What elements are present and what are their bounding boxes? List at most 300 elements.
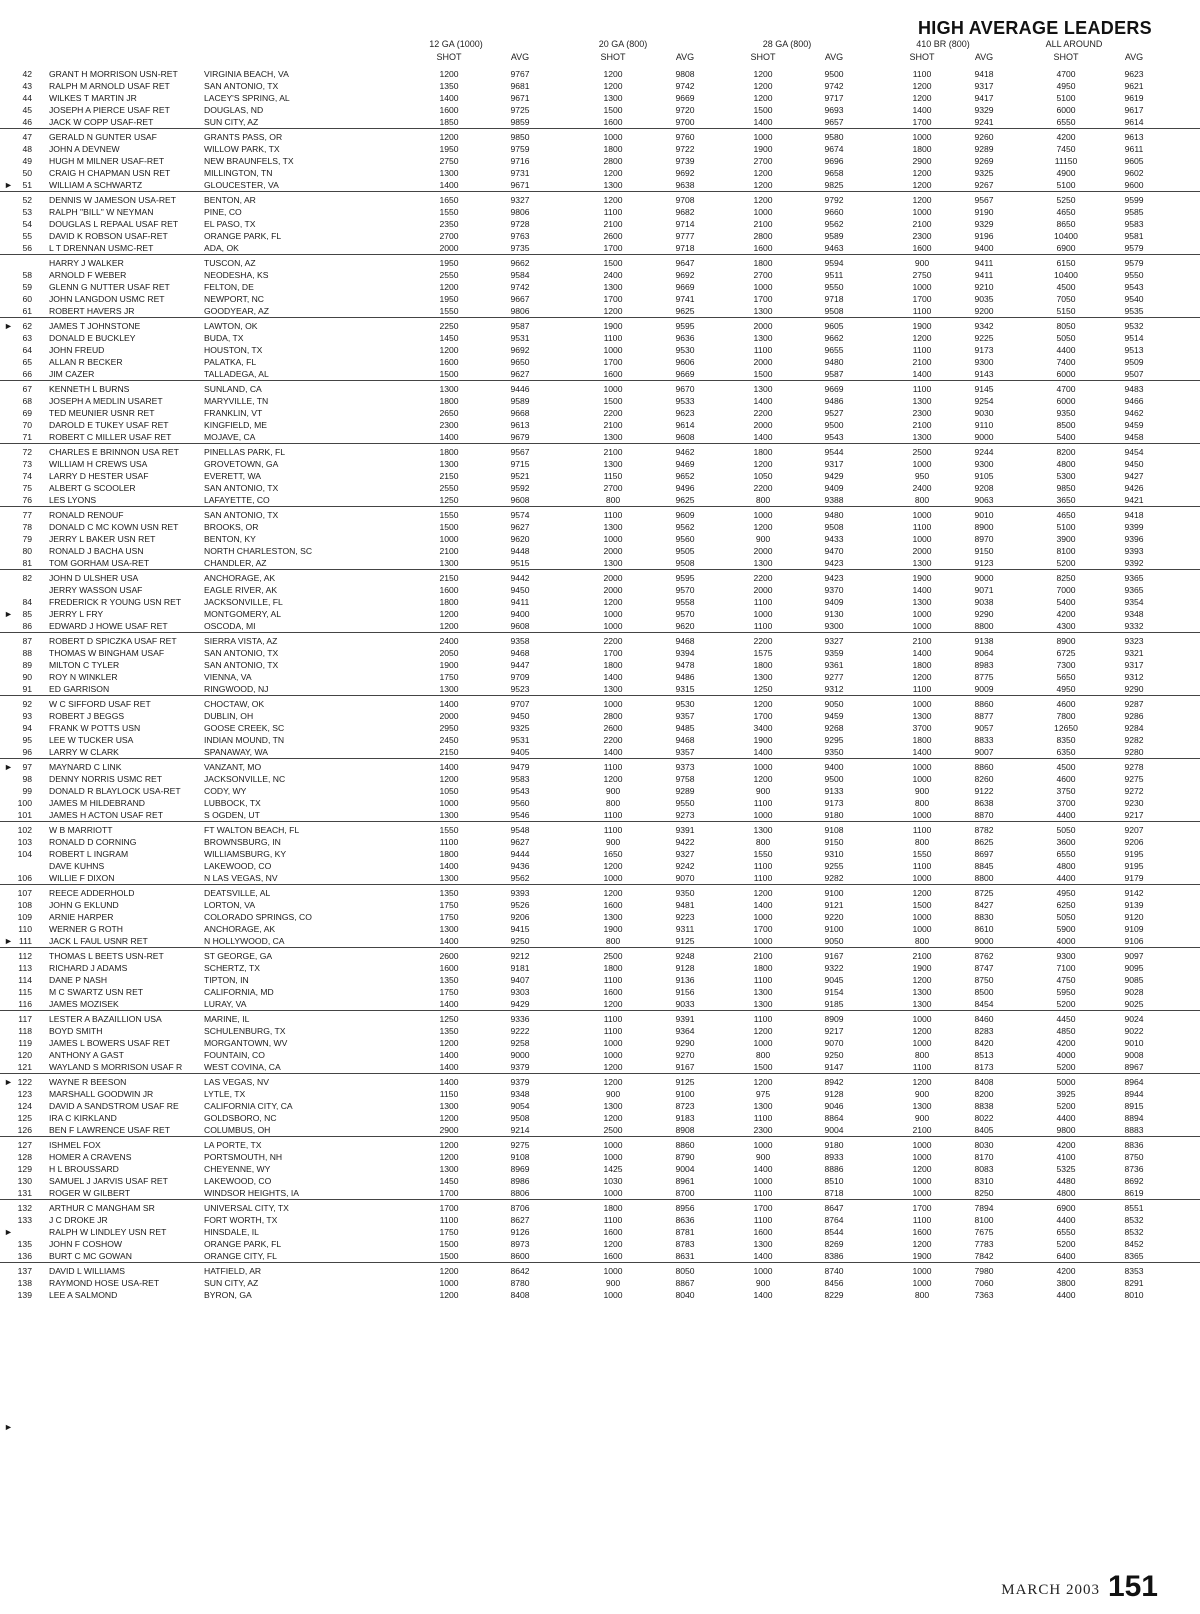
shot-20ga-cell: 1200 bbox=[603, 69, 623, 79]
avg-12ga-cell: 9407 bbox=[510, 975, 530, 985]
avg-28ga-cell: 9463 bbox=[824, 243, 844, 253]
avg-all-around-cell: 9120 bbox=[1124, 912, 1144, 922]
avg-20ga-cell: 9652 bbox=[675, 471, 695, 481]
rank-cell: 108 bbox=[17, 900, 32, 910]
avg-410br-cell: 9418 bbox=[974, 69, 994, 79]
rank-cell: 106 bbox=[17, 873, 32, 883]
name-cell: JAMES L BOWERS USAF RET bbox=[49, 1038, 170, 1048]
avg-20ga-cell: 9125 bbox=[675, 1077, 695, 1087]
avg-410br-cell: 9210 bbox=[974, 282, 994, 292]
table-row bbox=[0, 734, 1200, 746]
avg-12ga-cell: 9258 bbox=[510, 1038, 530, 1048]
avg-all-around-cell: 8915 bbox=[1124, 1101, 1144, 1111]
shot-12ga-cell: 1750 bbox=[439, 672, 459, 682]
rank-cell: 48 bbox=[22, 144, 32, 154]
name-cell: RALPH "BILL" W NEYMAN bbox=[49, 207, 154, 217]
shot-12ga-cell: 1800 bbox=[439, 447, 459, 457]
rank-cell: 64 bbox=[22, 345, 32, 355]
name-cell: JAMES T JOHNSTONE bbox=[49, 321, 141, 331]
avg-all-around-cell: 9286 bbox=[1124, 711, 1144, 721]
shot-28ga-cell: 1000 bbox=[753, 1038, 773, 1048]
shot-410br-cell: 1300 bbox=[912, 1101, 932, 1111]
name-cell: LES LYONS bbox=[49, 495, 97, 505]
avg-28ga-cell: 9662 bbox=[824, 333, 844, 343]
avg-12ga-cell: 9448 bbox=[510, 546, 530, 556]
shot-410br-cell: 1000 bbox=[912, 1152, 932, 1162]
shot-28ga-cell: 1400 bbox=[753, 396, 773, 406]
table-row bbox=[0, 683, 1200, 695]
avg-12ga-cell: 9671 bbox=[510, 180, 530, 190]
rank-cell: 92 bbox=[22, 699, 32, 709]
footer-month: MARCH 2003 bbox=[1001, 1582, 1100, 1598]
rank-cell: 137 bbox=[17, 1266, 32, 1276]
avg-20ga-cell: 9533 bbox=[675, 396, 695, 406]
avg-410br-cell: 9009 bbox=[974, 684, 994, 694]
avg-all-around-cell: 9024 bbox=[1124, 1014, 1144, 1024]
name-cell: DONALD R BLAYLOCK USA-RET bbox=[49, 786, 181, 796]
name-cell: JOHN FREUD bbox=[49, 345, 105, 355]
city-cell: RINGWOOD, NJ bbox=[204, 684, 269, 694]
avg-all-around-cell: 8551 bbox=[1124, 1203, 1144, 1213]
rank-cell: 120 bbox=[17, 1050, 32, 1060]
shot-20ga-cell: 1000 bbox=[603, 1266, 623, 1276]
shot-12ga-cell: 1350 bbox=[439, 1026, 459, 1036]
avg-28ga-cell: 9696 bbox=[824, 156, 844, 166]
avg-28ga-cell: 9255 bbox=[824, 861, 844, 871]
avg-20ga-cell: 9595 bbox=[675, 321, 695, 331]
shot-all-around-cell: 7800 bbox=[1056, 711, 1076, 721]
shot-12ga-cell: 1200 bbox=[439, 1113, 459, 1123]
avg-20ga-cell: 9682 bbox=[675, 207, 695, 217]
avg-all-around-cell: 8365 bbox=[1124, 1251, 1144, 1261]
city-cell: ORANGE CITY, FL bbox=[204, 1251, 277, 1261]
avg-12ga-cell: 9348 bbox=[510, 1089, 530, 1099]
avg-20ga-cell: 9125 bbox=[675, 936, 695, 946]
shot-410br-cell: 1000 bbox=[912, 282, 932, 292]
rank-cell: 93 bbox=[22, 711, 32, 721]
city-cell: INDIAN MOUND, TN bbox=[204, 735, 285, 745]
avg-28ga-cell: 9657 bbox=[824, 117, 844, 127]
shot-410br-cell: 1100 bbox=[912, 1062, 932, 1072]
table-row bbox=[0, 572, 1200, 584]
shot-all-around-cell: 4600 bbox=[1056, 774, 1076, 784]
avg-410br-cell: 9057 bbox=[974, 723, 994, 733]
name-cell: RONALD D CORNING bbox=[49, 837, 137, 847]
avg-410br-cell: 9150 bbox=[974, 546, 994, 556]
row-group bbox=[0, 1199, 1200, 1262]
avg-12ga-cell: 9126 bbox=[510, 1227, 530, 1237]
avg-12ga-cell: 9620 bbox=[510, 534, 530, 544]
avg-410br-cell: 9260 bbox=[974, 132, 994, 142]
avg-20ga-cell: 9156 bbox=[675, 987, 695, 997]
avg-12ga-cell: 9442 bbox=[510, 573, 530, 583]
city-cell: EVERETT, WA bbox=[204, 471, 261, 481]
table-row bbox=[0, 230, 1200, 242]
rank-cell: 54 bbox=[22, 219, 32, 229]
avg-20ga-cell: 8700 bbox=[675, 1188, 695, 1198]
shot-all-around-cell: 5400 bbox=[1056, 432, 1076, 442]
city-cell: MARYVILLE, TN bbox=[204, 396, 269, 406]
name-cell: ROY N WINKLER bbox=[49, 672, 118, 682]
shot-28ga-cell: 2000 bbox=[753, 357, 773, 367]
shot-12ga-cell: 2250 bbox=[439, 321, 459, 331]
row-group bbox=[0, 1010, 1200, 1073]
avg-12ga-cell: 9859 bbox=[510, 117, 530, 127]
group-header-410br: 410 BR (800) bbox=[916, 39, 970, 49]
shot-12ga-cell: 1300 bbox=[439, 558, 459, 568]
avg-410br-cell: 9000 bbox=[974, 573, 994, 583]
shot-12ga-cell: 2450 bbox=[439, 735, 459, 745]
name-cell: ARTHUR C MANGHAM SR bbox=[49, 1203, 155, 1213]
avg-all-around-cell: 9393 bbox=[1124, 546, 1144, 556]
rank-cell: 113 bbox=[18, 963, 32, 973]
avg-410br-cell: 9064 bbox=[974, 648, 994, 658]
city-cell: BYRON, GA bbox=[204, 1290, 252, 1300]
avg-20ga-cell: 9595 bbox=[675, 573, 695, 583]
shot-28ga-cell: 1100 bbox=[753, 1014, 773, 1024]
avg-12ga-cell: 8973 bbox=[510, 1239, 530, 1249]
name-cell: ARNOLD F WEBER bbox=[49, 270, 127, 280]
avg-all-around-cell: 9317 bbox=[1124, 660, 1144, 670]
table-row bbox=[0, 344, 1200, 356]
avg-all-around-cell: 8619 bbox=[1124, 1188, 1144, 1198]
shot-28ga-cell: 1200 bbox=[753, 774, 773, 784]
table-row bbox=[0, 608, 1200, 620]
city-cell: SAN ANTONIO, TX bbox=[204, 483, 279, 493]
shot-28ga-cell: 1400 bbox=[753, 1290, 773, 1300]
shot-20ga-cell: 1500 bbox=[603, 396, 623, 406]
shot-410br-cell: 800 bbox=[914, 837, 930, 847]
rank-cell: 86 bbox=[22, 621, 32, 631]
shot-20ga-cell: 2000 bbox=[603, 546, 623, 556]
name-cell: DANE P NASH bbox=[49, 975, 108, 985]
avg-20ga-cell: 9357 bbox=[675, 747, 695, 757]
shot-410br-cell: 1700 bbox=[912, 1203, 932, 1213]
avg-20ga-cell: 9550 bbox=[675, 798, 695, 808]
rank-cell: 125 bbox=[17, 1113, 32, 1123]
shot-28ga-cell: 1200 bbox=[753, 195, 773, 205]
avg-12ga-cell: 9450 bbox=[510, 711, 530, 721]
row-group bbox=[0, 884, 1200, 947]
avg-410br-cell: 8022 bbox=[974, 1113, 994, 1123]
avg-28ga-cell: 8229 bbox=[824, 1290, 844, 1300]
shot-20ga-cell: 1100 bbox=[603, 762, 623, 772]
avg-12ga-cell: 9592 bbox=[510, 483, 530, 493]
name-cell: ED GARRISON bbox=[49, 684, 110, 694]
table-row bbox=[0, 671, 1200, 683]
avg-28ga-cell: 9717 bbox=[824, 93, 844, 103]
rank-cell: 101 bbox=[17, 810, 32, 820]
shot-410br-cell: 1300 bbox=[912, 999, 932, 1009]
avg-12ga-cell: 9508 bbox=[510, 1113, 530, 1123]
shot-410br-cell: 2100 bbox=[912, 951, 932, 961]
avg-all-around-cell: 9532 bbox=[1124, 321, 1144, 331]
table-row bbox=[0, 773, 1200, 785]
name-cell: DAVID A SANDSTROM USAF RE bbox=[49, 1101, 179, 1111]
avg-20ga-cell: 9289 bbox=[675, 786, 695, 796]
avg-410br-cell: 8860 bbox=[974, 699, 994, 709]
city-cell: N LAS VEGAS, NV bbox=[204, 873, 278, 883]
shot-all-around-cell: 5100 bbox=[1056, 180, 1076, 190]
city-cell: VIRGINIA BEACH, VA bbox=[204, 69, 289, 79]
city-cell: JACKSONVILLE, NC bbox=[204, 774, 286, 784]
city-cell: COLORADO SPRINGS, CO bbox=[204, 912, 312, 922]
shot-28ga-cell: 1100 bbox=[753, 861, 773, 871]
shot-28ga-cell: 1300 bbox=[753, 999, 773, 1009]
avg-12ga-cell: 9627 bbox=[510, 837, 530, 847]
avg-20ga-cell: 9608 bbox=[675, 432, 695, 442]
shot-20ga-cell: 1600 bbox=[603, 369, 623, 379]
avg-28ga-cell: 9480 bbox=[824, 357, 844, 367]
rank-cell: 122 bbox=[17, 1077, 32, 1087]
name-cell: THOMAS W BINGHAM USAF bbox=[49, 648, 165, 658]
shot-20ga-cell: 1400 bbox=[603, 672, 623, 682]
shot-all-around-cell: 3700 bbox=[1056, 798, 1076, 808]
avg-28ga-cell: 8886 bbox=[824, 1164, 844, 1174]
avg-12ga-cell: 9444 bbox=[510, 849, 530, 859]
shot-all-around-cell: 8250 bbox=[1056, 573, 1076, 583]
shot-all-around-cell: 4750 bbox=[1056, 975, 1076, 985]
shot-all-around-cell: 4200 bbox=[1056, 1038, 1076, 1048]
avg-all-around-cell: 8452 bbox=[1124, 1239, 1144, 1249]
shot-410br-cell: 1200 bbox=[912, 333, 932, 343]
table-row bbox=[0, 131, 1200, 143]
rank-cell: 63 bbox=[22, 333, 32, 343]
avg-all-around-cell: 9139 bbox=[1124, 900, 1144, 910]
shot-28ga-cell: 1700 bbox=[753, 924, 773, 934]
avg-410br-cell: 8970 bbox=[974, 534, 994, 544]
name-cell: JIM CAZER bbox=[49, 369, 95, 379]
shot-12ga-cell: 2050 bbox=[439, 648, 459, 658]
shot-410br-cell: 1000 bbox=[912, 459, 932, 469]
shot-12ga-cell: 1400 bbox=[439, 999, 459, 1009]
table-row bbox=[0, 1013, 1200, 1025]
table-row bbox=[0, 242, 1200, 254]
shot-20ga-cell: 1200 bbox=[603, 306, 623, 316]
shot-all-around-cell: 4700 bbox=[1056, 384, 1076, 394]
avg-20ga-cell: 9625 bbox=[675, 495, 695, 505]
table-row bbox=[0, 116, 1200, 128]
city-cell: DOUGLAS, ND bbox=[204, 105, 264, 115]
avg-410br-cell: 8460 bbox=[974, 1014, 994, 1024]
name-cell: SAMUEL J JARVIS USAF RET bbox=[49, 1176, 168, 1186]
avg-12ga-cell: 9450 bbox=[510, 585, 530, 595]
shot-20ga-cell: 1100 bbox=[603, 1215, 623, 1225]
shot-410br-cell: 1100 bbox=[912, 522, 932, 532]
shot-all-around-cell: 12650 bbox=[1054, 723, 1078, 733]
shot-410br-cell: 1000 bbox=[912, 621, 932, 631]
name-cell: ANTHONY A GAST bbox=[49, 1050, 124, 1060]
shot-12ga-cell: 1200 bbox=[439, 609, 459, 619]
shot-410br-cell: 1000 bbox=[912, 207, 932, 217]
shot-20ga-cell: 1700 bbox=[603, 648, 623, 658]
shot-20ga-cell: 800 bbox=[605, 936, 621, 946]
shot-28ga-cell: 800 bbox=[755, 837, 771, 847]
avg-28ga-cell: 9045 bbox=[824, 975, 844, 985]
avg-all-around-cell: 9579 bbox=[1124, 243, 1144, 253]
rank-cell: 100 bbox=[17, 798, 32, 808]
avg-20ga-cell: 9136 bbox=[675, 975, 695, 985]
shot-all-around-cell: 4100 bbox=[1056, 1152, 1076, 1162]
table-row bbox=[0, 1112, 1200, 1124]
shot-20ga-cell: 900 bbox=[605, 837, 621, 847]
avg-28ga-cell: 9580 bbox=[824, 132, 844, 142]
shot-28ga-cell: 2200 bbox=[753, 483, 773, 493]
avg-20ga-cell: 9614 bbox=[675, 420, 695, 430]
shot-28ga-cell: 2100 bbox=[753, 219, 773, 229]
avg-12ga-cell: 9400 bbox=[510, 609, 530, 619]
avg-410br-cell: 9417 bbox=[974, 93, 994, 103]
table-row bbox=[0, 824, 1200, 836]
row-marker: ► bbox=[4, 180, 13, 190]
avg-20ga-cell: 9462 bbox=[675, 447, 695, 457]
rank-cell: 73 bbox=[22, 459, 32, 469]
shot-410br-cell: 1200 bbox=[912, 168, 932, 178]
city-cell: LORTON, VA bbox=[204, 900, 256, 910]
avg-28ga-cell: 9792 bbox=[824, 195, 844, 205]
shot-410br-cell: 1200 bbox=[912, 180, 932, 190]
shot-20ga-cell: 1300 bbox=[603, 1101, 623, 1111]
city-cell: TUSCON, AZ bbox=[204, 258, 256, 268]
shot-28ga-cell: 2300 bbox=[753, 1125, 773, 1135]
shot-410br-cell: 1200 bbox=[912, 1026, 932, 1036]
avg-28ga-cell: 9050 bbox=[824, 699, 844, 709]
shot-20ga-cell: 2400 bbox=[603, 270, 623, 280]
shot-28ga-cell: 2700 bbox=[753, 156, 773, 166]
rank-cell: 49 bbox=[22, 156, 32, 166]
shot-20ga-cell: 1100 bbox=[603, 510, 623, 520]
shot-28ga-cell: 1000 bbox=[753, 912, 773, 922]
name-cell: LEE W TUCKER USA bbox=[49, 735, 134, 745]
avg-28ga-cell: 9660 bbox=[824, 207, 844, 217]
avg-28ga-cell: 9185 bbox=[824, 999, 844, 1009]
shot-28ga-cell: 1400 bbox=[753, 1251, 773, 1261]
avg-all-around-cell: 9085 bbox=[1124, 975, 1144, 985]
city-cell: WILLIAMSBURG, KY bbox=[204, 849, 287, 859]
shot-28ga-cell: 1200 bbox=[753, 888, 773, 898]
shot-410br-cell: 1000 bbox=[912, 699, 932, 709]
shot-12ga-cell: 1700 bbox=[439, 1203, 459, 1213]
shot-all-around-cell: 6725 bbox=[1056, 648, 1076, 658]
city-cell: GOOSE CREEK, SC bbox=[204, 723, 285, 733]
avg-12ga-cell: 9108 bbox=[510, 1152, 530, 1162]
shot-all-around-cell: 5100 bbox=[1056, 522, 1076, 532]
avg-20ga-cell: 9638 bbox=[675, 180, 695, 190]
rank-cell: 78 bbox=[22, 522, 32, 532]
avg-12ga-cell: 9627 bbox=[510, 369, 530, 379]
col-header-avg-all-around: AVG bbox=[1124, 52, 1144, 62]
avg-28ga-cell: 9359 bbox=[824, 648, 844, 658]
row-group bbox=[0, 380, 1200, 443]
table-row bbox=[0, 383, 1200, 395]
avg-all-around-cell: 9008 bbox=[1124, 1050, 1144, 1060]
avg-28ga-cell: 9100 bbox=[824, 888, 844, 898]
shot-410br-cell: 1300 bbox=[912, 597, 932, 607]
shot-410br-cell: 1400 bbox=[912, 105, 932, 115]
shot-28ga-cell: 1200 bbox=[753, 180, 773, 190]
avg-28ga-cell: 9429 bbox=[824, 471, 844, 481]
shot-410br-cell: 1100 bbox=[912, 825, 932, 835]
shot-12ga-cell: 1550 bbox=[439, 207, 459, 217]
rank-cell: 60 bbox=[22, 294, 32, 304]
shot-20ga-cell: 1900 bbox=[603, 924, 623, 934]
shot-410br-cell: 2300 bbox=[912, 408, 932, 418]
column-group-headers bbox=[0, 39, 1200, 50]
shot-20ga-cell: 1300 bbox=[603, 558, 623, 568]
shot-28ga-cell: 900 bbox=[755, 1152, 771, 1162]
avg-28ga-cell: 8269 bbox=[824, 1239, 844, 1249]
avg-410br-cell: 9254 bbox=[974, 396, 994, 406]
shot-all-around-cell: 4950 bbox=[1056, 684, 1076, 694]
table-row bbox=[0, 104, 1200, 116]
table-row bbox=[0, 1163, 1200, 1175]
city-cell: ANCHORAGE, AK bbox=[204, 924, 276, 934]
rank-cell: 69 bbox=[22, 408, 32, 418]
avg-28ga-cell: 9594 bbox=[824, 258, 844, 268]
shot-28ga-cell: 1550 bbox=[753, 849, 773, 859]
avg-28ga-cell: 9046 bbox=[824, 1101, 844, 1111]
shot-all-around-cell: 6400 bbox=[1056, 1251, 1076, 1261]
city-cell: OSCODA, MI bbox=[204, 621, 256, 631]
shot-12ga-cell: 1250 bbox=[439, 495, 459, 505]
page-title: HIGH AVERAGE LEADERS bbox=[917, 18, 1152, 38]
shot-20ga-cell: 1100 bbox=[603, 333, 623, 343]
avg-410br-cell: 9241 bbox=[974, 117, 994, 127]
avg-28ga-cell: 9128 bbox=[824, 1089, 844, 1099]
shot-12ga-cell: 2300 bbox=[439, 420, 459, 430]
shot-20ga-cell: 1100 bbox=[603, 825, 623, 835]
rank-cell: 62 bbox=[22, 321, 32, 331]
avg-20ga-cell: 9609 bbox=[675, 510, 695, 520]
avg-20ga-cell: 9270 bbox=[675, 1050, 695, 1060]
shot-all-around-cell: 8500 bbox=[1056, 420, 1076, 430]
shot-410br-cell: 1000 bbox=[912, 810, 932, 820]
shot-20ga-cell: 1700 bbox=[603, 243, 623, 253]
row-group bbox=[0, 632, 1200, 695]
rank-cell: 98 bbox=[22, 774, 32, 784]
shot-20ga-cell: 1200 bbox=[603, 1113, 623, 1123]
city-cell: JACKSONVILLE, FL bbox=[204, 597, 283, 607]
rank-cell: 88 bbox=[22, 648, 32, 658]
rank-cell: 119 bbox=[18, 1038, 32, 1048]
avg-410br-cell: 8747 bbox=[974, 963, 994, 973]
shot-12ga-cell: 1200 bbox=[439, 345, 459, 355]
avg-all-around-cell: 9332 bbox=[1124, 621, 1144, 631]
shot-28ga-cell: 1700 bbox=[753, 711, 773, 721]
avg-410br-cell: 9196 bbox=[974, 231, 994, 241]
avg-28ga-cell: 9550 bbox=[824, 282, 844, 292]
shot-410br-cell: 1100 bbox=[912, 384, 932, 394]
name-cell: DENNIS W JAMESON USA-RET bbox=[49, 195, 177, 205]
shot-all-around-cell: 5250 bbox=[1056, 195, 1076, 205]
avg-20ga-cell: 9606 bbox=[675, 357, 695, 367]
avg-410br-cell: 8250 bbox=[974, 1188, 994, 1198]
shot-410br-cell: 1000 bbox=[912, 912, 932, 922]
shot-410br-cell: 1100 bbox=[912, 69, 932, 79]
avg-28ga-cell: 9121 bbox=[824, 900, 844, 910]
avg-410br-cell: 9329 bbox=[974, 219, 994, 229]
avg-410br-cell: 7675 bbox=[974, 1227, 994, 1237]
shot-28ga-cell: 1800 bbox=[753, 447, 773, 457]
avg-410br-cell: 8900 bbox=[974, 522, 994, 532]
shot-28ga-cell: 1300 bbox=[753, 384, 773, 394]
avg-12ga-cell: 9526 bbox=[510, 900, 530, 910]
city-cell: WINDSOR HEIGHTS, IA bbox=[204, 1188, 300, 1198]
table-row bbox=[0, 950, 1200, 962]
rank-cell: 51 bbox=[22, 180, 32, 190]
avg-20ga-cell: 9558 bbox=[675, 597, 695, 607]
avg-28ga-cell: 9459 bbox=[824, 711, 844, 721]
